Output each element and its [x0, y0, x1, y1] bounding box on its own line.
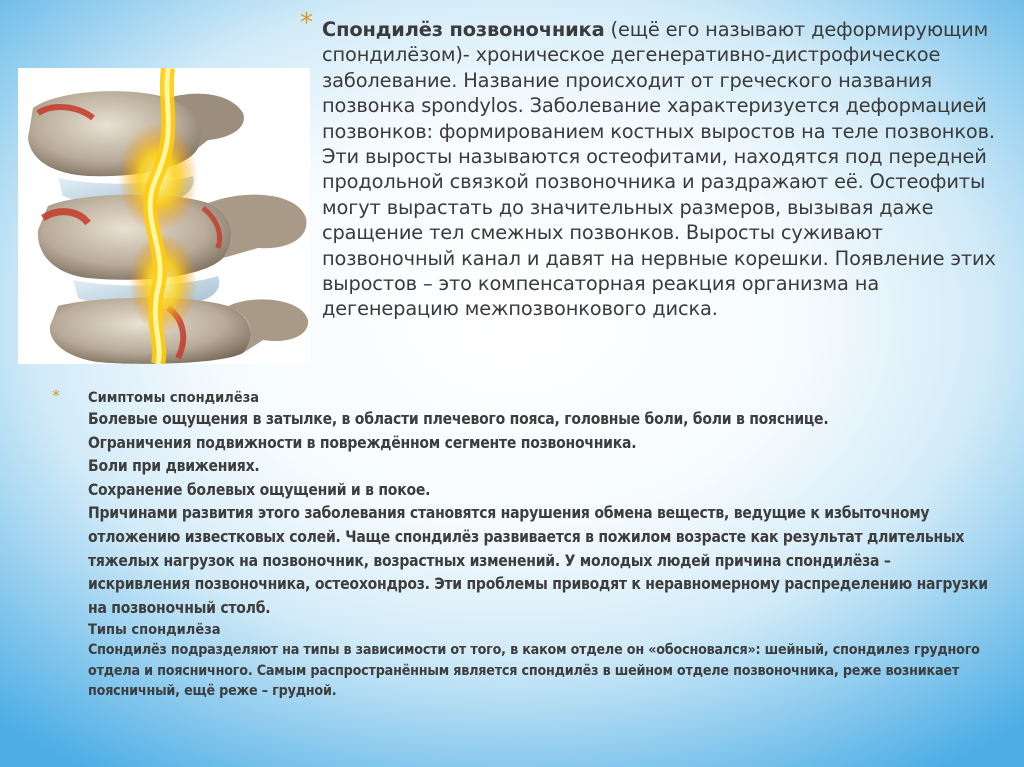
spine-vertebrae-image: [18, 68, 310, 364]
symptom-line: Ограничения подвижности в повреждённом сегменте позвоночника.: [88, 433, 637, 452]
intro-paragraph: [322, 17, 1012, 322]
types-heading: Типы спондилёза: [88, 622, 221, 639]
spine-illustration: [18, 68, 310, 364]
types-paragraph: Спондилёз подразделяют на типы в зависимости от того, в каком отделе он «обосновался»: шейный, спондилез грудного отдела и поясничного. Самым распространённым является спондилёз в шейном отделе позвоночника, реже возникает поясничный, ещё реже – грудной.: [88, 642, 980, 700]
symptoms-section: [88, 388, 988, 702]
symptom-line: Сохранение болевых ощущений и в покое.: [88, 480, 431, 499]
causes-paragraph: Причинами развития этого заболевания становятся нарушения обмена веществ, ведущие к избыточному отложению известковых солей. Чаще спондилёз развивается в пожилом возрасте как результат длительных тяжелых нагрузок на позвоночник, возрастных изменений. У молодых людей причина спондилёза – искривления позвоночника, остеохондроз. Эти проблемы приводят к неравномерному распределению нагрузки на позвоночный столб.: [88, 504, 988, 617]
symptom-line: Болевые ощущения в затылке, в области плечевого пояса, головные боли, боли в пояснице.: [88, 410, 829, 428]
symptoms-heading: Симптомы спондилёза: [88, 390, 260, 406]
intro-term: Спондилёз позвоночника: [322, 18, 605, 41]
intro-text: (ещё его называют деформирующим спондилёзом)- хроническое дегенеративно-дистрофическое заболевание. Название происходит от греческого названия позвонка spondylos. Заболевание характеризуется деформацией позвонков: формированием костных выростов на теле позвонков. Эти выросты называются остеофитами, находятся под передней продольной связкой позвоночника и раздражают её. Остеофиты могут вырастать до значительных размеров, вызывая даже сращение тел смежных позвонков. Выросты суживают позвоночный канал и давят на нервные корешки. Появление этих выростов – это компенсаторная реакция организма на дегенерацию межпозвонкового диска.: [322, 18, 996, 321]
symptom-line: Боли при движениях.: [88, 457, 260, 476]
bullet-asterisk-small-icon: *: [52, 386, 60, 405]
bullet-asterisk-icon: *: [300, 8, 313, 38]
